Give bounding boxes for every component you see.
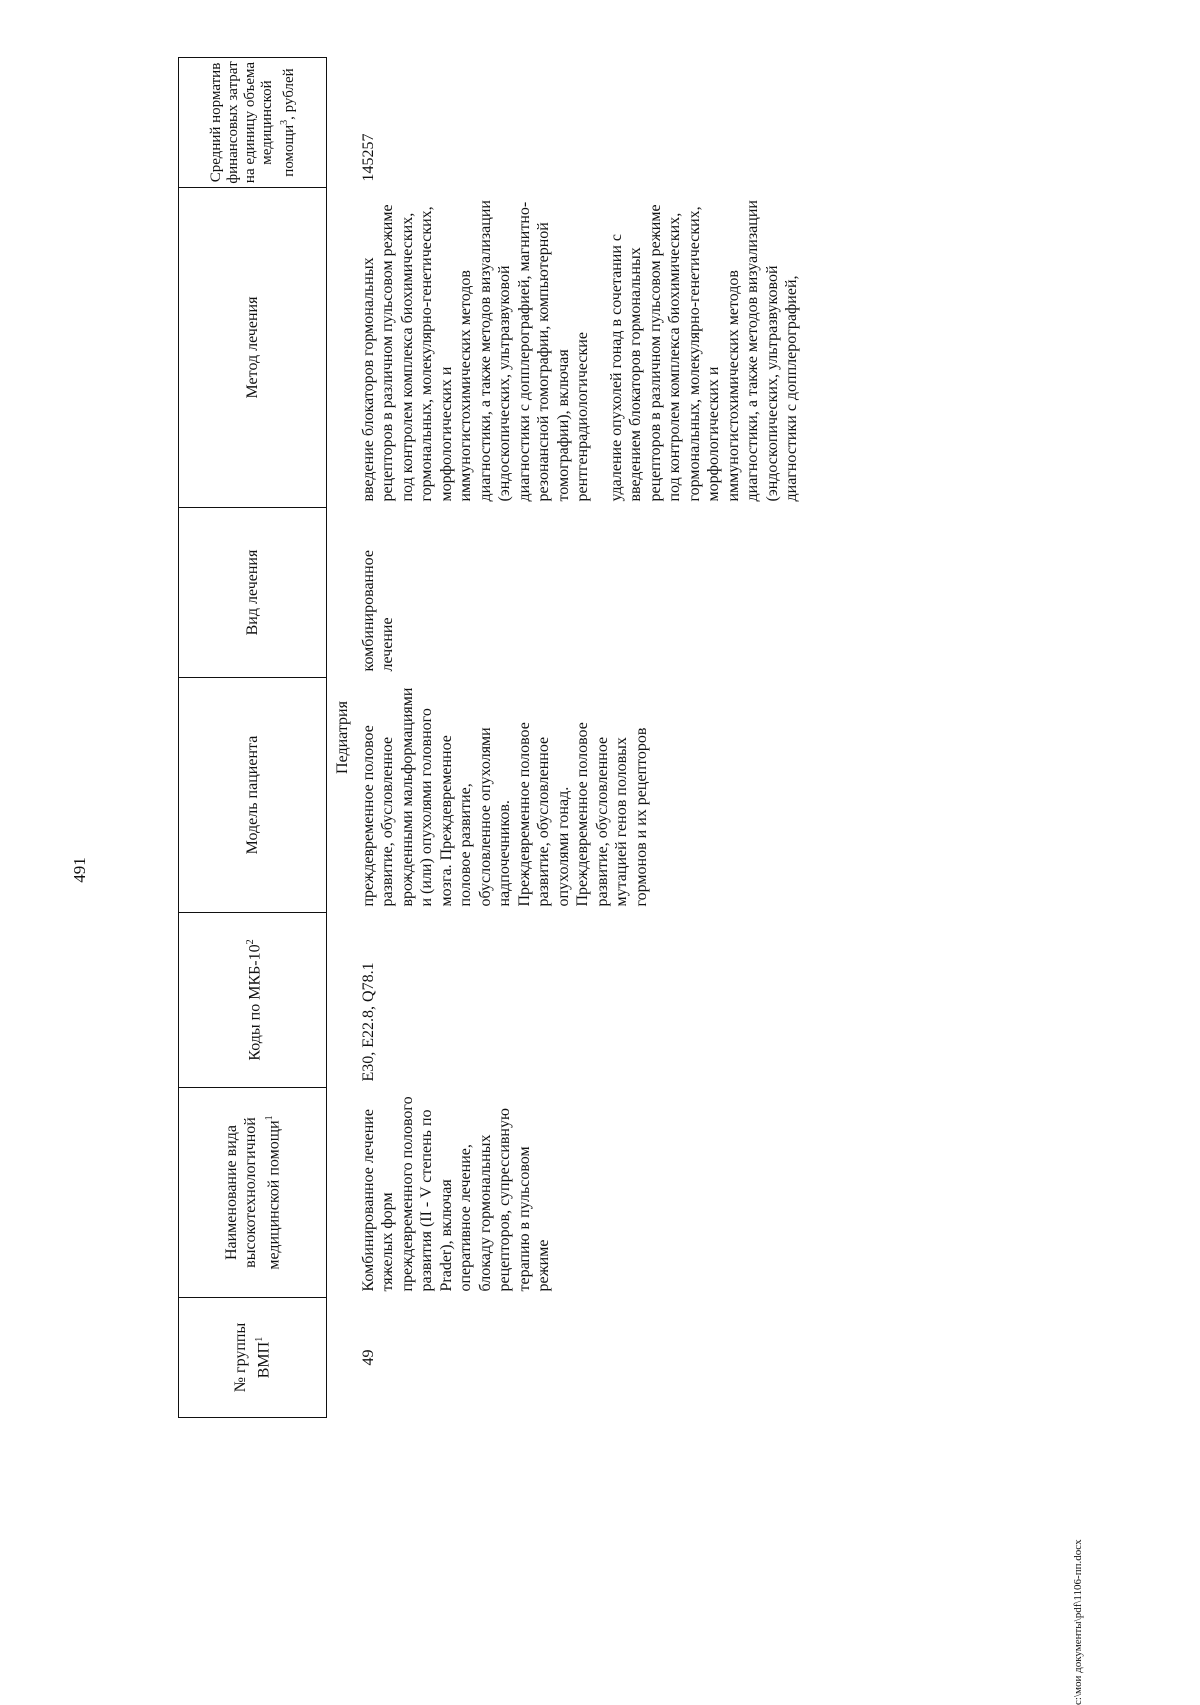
cell-cost: 145257 — [359, 133, 377, 182]
footer-path: c:\мои документы\pdf\1106-пп.docx — [1072, 1539, 1084, 1705]
header-cost: Средний норматив финансовых затрат на единицу объема медицинской помощи$^3$, рублей — [179, 58, 327, 188]
table-header-row — [179, 58, 327, 1418]
header-model: Модель пациента — [179, 678, 327, 913]
vmp-table — [178, 57, 806, 1418]
header-kind: Вид лечения — [179, 508, 327, 678]
cell-name: Комбинированное лечение тяжелых форм преждевременного полового развития (II - V степень по Prader), включая оперативное лечение, блокаду гормональных рецепторов, супрессивную терапию в пульсовом режиме — [359, 1096, 552, 1292]
header-name: Наименование вида высокотехнологичной медицинской помощи$^1$ — [179, 1088, 327, 1298]
table-row — [355, 58, 806, 1418]
cell-icd: E30, E22.8, Q78.1 — [359, 962, 377, 1082]
cell-model: преждевременное половое развитие, обусловленное врожденными мальформациями и (или) опухолями головного мозга. Преждевременное половое развитие, обусловленное опухолями надпочечников. Преждевременное половое развитие, обусловленное опухолями гонад. Преждевременное половое развитие, обусловленное мутацией генов половых гормонов и их рецепторов — [359, 687, 650, 907]
cell-kind: комбинированное лечение — [359, 550, 396, 672]
header-icd: Коды по МКБ-$10^2$ — [179, 913, 327, 1088]
cell-group-no: 49 — [359, 1349, 377, 1366]
method-block-1: введение блокаторов гормональных рецепторов в различном пульсовом режиме под контролем комплекса биохимических, гормональных, молекулярно-генетических, морфологических и иммуногистохимических методов диагностики, а также методов визуализации (эндоскопических, ультразвуковой диагностики с допплерографией, магнитно-резонансной томографии, компьютерной томографии), включая рентгенрадиологические — [359, 200, 591, 502]
section-row — [327, 58, 355, 1418]
cell-method — [355, 188, 806, 508]
section-title: Педиатрия — [334, 701, 351, 774]
landscape-page — [178, 58, 998, 1418]
page-number: 491 — [70, 857, 89, 883]
header-group-no: № группы ВМП$^1$ — [179, 1298, 327, 1418]
method-block-2: удаление опухолей гонад в сочетании с введением блокаторов гормональных рецепторов в различном пульсовом режиме под контролем комплекса биохимических, гормональных, молекулярно-генетических, морфологических и иммуногистохимических методов диагностики, а также методов визуализации (эндоскопических, ультразвуковой диагностики с допплерографией, — [607, 200, 800, 502]
header-method: Метод лечения — [179, 188, 327, 508]
